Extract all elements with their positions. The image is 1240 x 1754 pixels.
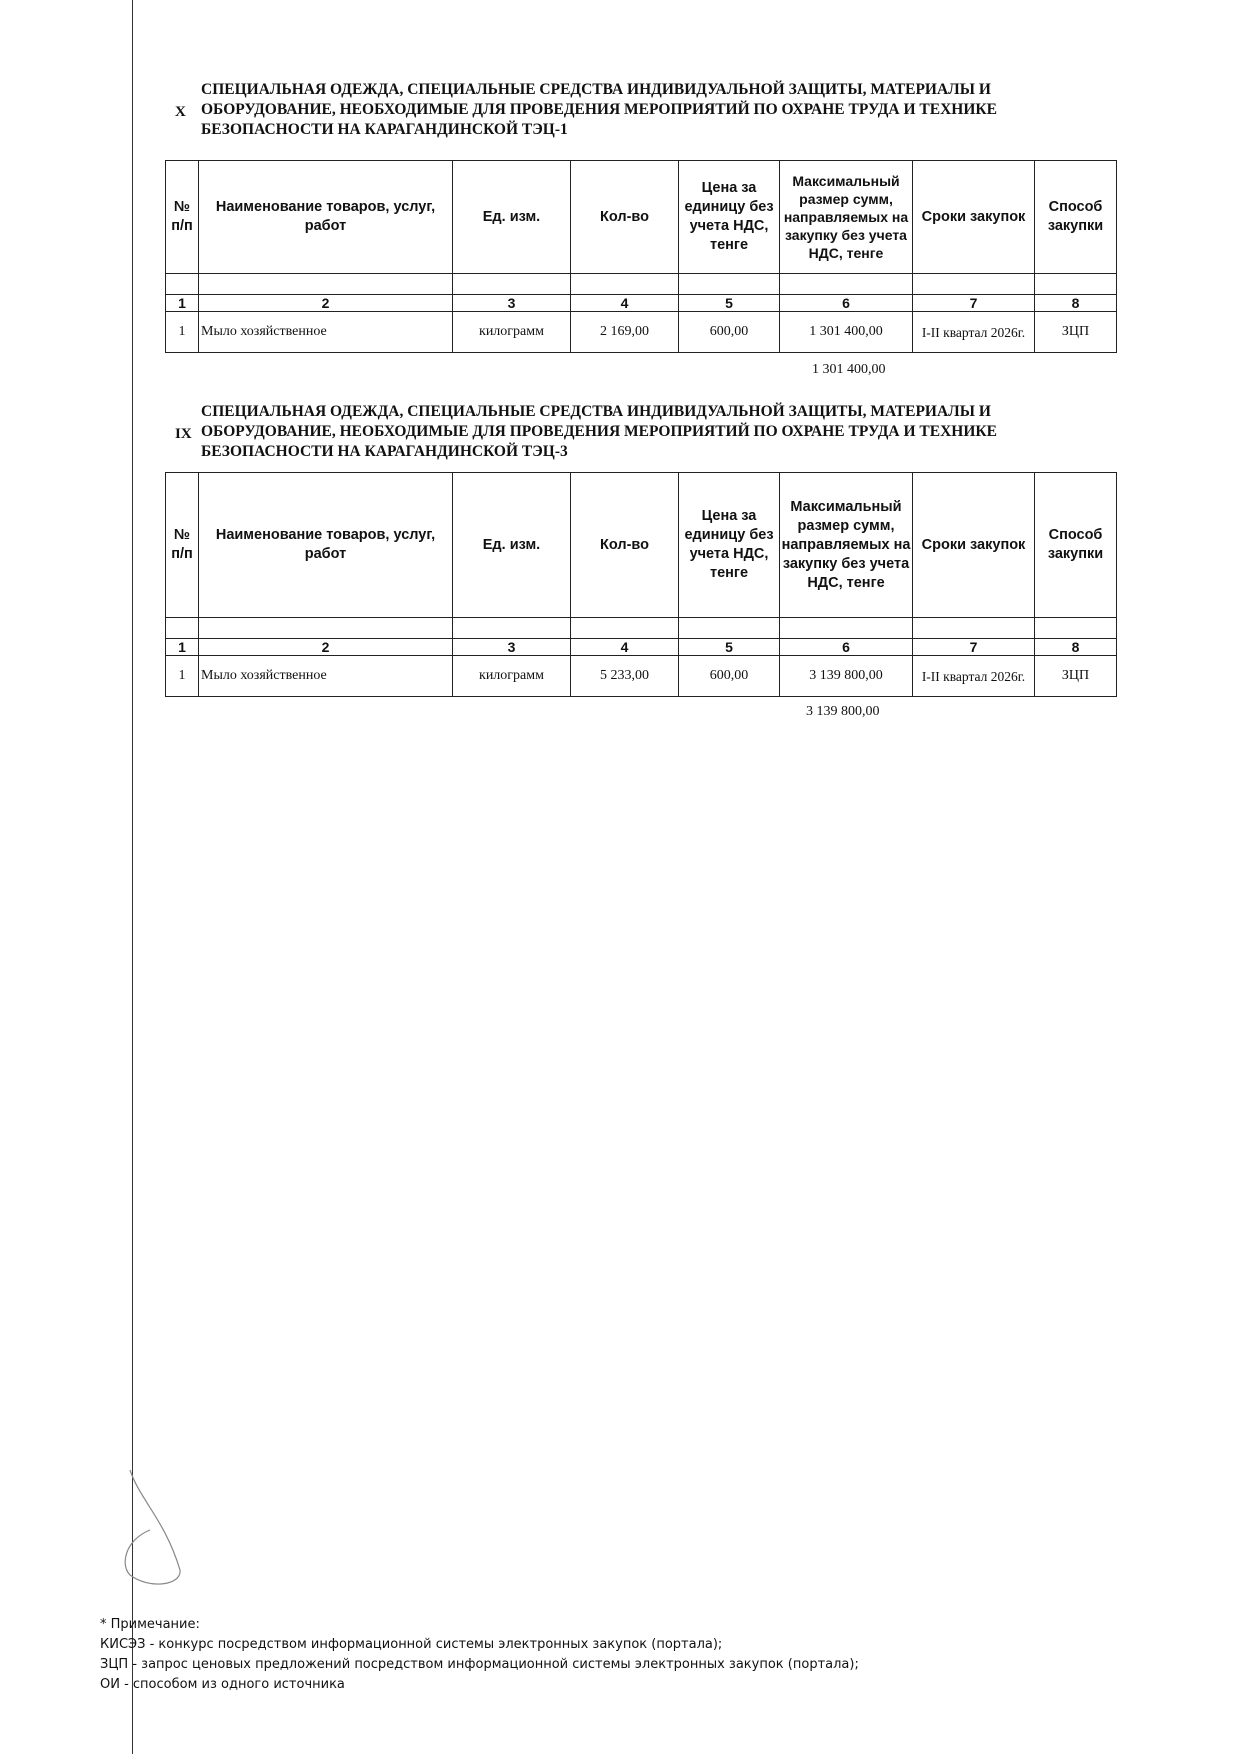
header-row bbox=[166, 161, 1117, 274]
section-number: X bbox=[175, 104, 186, 120]
footnote-line: ОИ - способом из одного источника bbox=[100, 1677, 345, 1692]
signature-mark bbox=[110, 1460, 200, 1600]
cell-name: Мыло хозяйственное bbox=[199, 656, 453, 697]
section-header bbox=[165, 80, 1025, 140]
col-num: 5 bbox=[679, 295, 780, 312]
header-unit: Ед. изм. bbox=[453, 473, 571, 618]
section-tec3 bbox=[165, 402, 1025, 462]
footnote bbox=[100, 1615, 859, 1695]
header-price: Цена за единицу без учета НДС, тенге bbox=[679, 161, 780, 274]
cell-qty: 2 169,00 bbox=[571, 312, 679, 353]
footnote-line: ЗЦП - запрос ценовых предложений посредством информационной системы электронных закупок (портала); bbox=[100, 1657, 859, 1672]
header-no: № п/п bbox=[166, 473, 199, 618]
procurement-table-tec3 bbox=[165, 472, 1117, 697]
col-num: 8 bbox=[1035, 639, 1117, 656]
cell-no: 1 bbox=[166, 656, 199, 697]
col-num: 4 bbox=[571, 639, 679, 656]
header-sum: Максимальный размер сумм, направляемых на закупку без учета НДС, тенге bbox=[780, 161, 913, 274]
header-method: Способ закупки bbox=[1035, 161, 1117, 274]
col-num: 3 bbox=[453, 295, 571, 312]
header-period: Сроки закупок bbox=[913, 473, 1035, 618]
footnote-title: * Примечание: bbox=[100, 1617, 200, 1632]
cell-sum: 3 139 800,00 bbox=[780, 656, 913, 697]
spacer-row bbox=[166, 618, 1117, 639]
cell-unit: килограмм bbox=[453, 656, 571, 697]
header-price: Цена за единицу без учета НДС, тенге bbox=[679, 473, 780, 618]
spacer-row bbox=[166, 274, 1117, 295]
header-method: Способ закупки bbox=[1035, 473, 1117, 618]
col-num: 2 bbox=[199, 639, 453, 656]
cell-method: ЗЦП bbox=[1035, 312, 1117, 353]
footnote-line: КИСЭЗ - конкурс посредством информационной системы электронных закупок (портала); bbox=[100, 1637, 723, 1652]
col-num: 2 bbox=[199, 295, 453, 312]
cell-sum: 1 301 400,00 bbox=[780, 312, 913, 353]
section-total: 3 139 800,00 bbox=[806, 704, 880, 719]
cell-no: 1 bbox=[166, 312, 199, 353]
col-num: 6 bbox=[780, 295, 913, 312]
col-num: 1 bbox=[166, 295, 199, 312]
header-name: Наименование товаров, услуг, работ bbox=[199, 161, 453, 274]
header-period: Сроки закупок bbox=[913, 161, 1035, 274]
column-number-row bbox=[166, 639, 1117, 656]
col-num: 7 bbox=[913, 639, 1035, 656]
header-sum: Максимальный размер сумм, направляемых на закупку без учета НДС, тенге bbox=[780, 473, 913, 618]
header-no: № п/п bbox=[166, 161, 199, 274]
section-header bbox=[165, 402, 1025, 462]
col-num: 1 bbox=[166, 639, 199, 656]
header-unit: Ед. изм. bbox=[453, 161, 571, 274]
header-row bbox=[166, 473, 1117, 618]
cell-qty: 5 233,00 bbox=[571, 656, 679, 697]
col-num: 5 bbox=[679, 639, 780, 656]
col-num: 3 bbox=[453, 639, 571, 656]
column-number-row bbox=[166, 295, 1117, 312]
cell-price: 600,00 bbox=[679, 312, 780, 353]
cell-unit: килограмм bbox=[453, 312, 571, 353]
table-row bbox=[166, 312, 1117, 353]
header-qty: Кол-во bbox=[571, 473, 679, 618]
cell-period: I-II квартал 2026г. bbox=[913, 656, 1035, 697]
col-num: 4 bbox=[571, 295, 679, 312]
cell-period: I-II квартал 2026г. bbox=[913, 312, 1035, 353]
section-tec1 bbox=[165, 80, 1025, 140]
cell-name: Мыло хозяйственное bbox=[199, 312, 453, 353]
section-title: СПЕЦИАЛЬНАЯ ОДЕЖДА, СПЕЦИАЛЬНЫЕ СРЕДСТВА ИНДИВИДУАЛЬНОЙ ЗАЩИТЫ, МАТЕРИАЛЫ И ОБОРУДОВАНИЕ, НЕОБХОДИМЫЕ ДЛЯ ПРОВЕДЕНИЯ МЕРОПРИЯТИЙ ПО ОХРАНЕ ТРУДА И ТЕХНИКЕ БЕЗОПАСНОСТИ НА КАРАГАНДИНСКОЙ ТЭЦ-3 bbox=[201, 403, 997, 460]
section-number: IX bbox=[175, 426, 192, 442]
procurement-table-tec1 bbox=[165, 160, 1117, 353]
col-num: 6 bbox=[780, 639, 913, 656]
section-total: 1 301 400,00 bbox=[812, 362, 886, 377]
cell-method: ЗЦП bbox=[1035, 656, 1117, 697]
cell-price: 600,00 bbox=[679, 656, 780, 697]
col-num: 8 bbox=[1035, 295, 1117, 312]
col-num: 7 bbox=[913, 295, 1035, 312]
header-name: Наименование товаров, услуг, работ bbox=[199, 473, 453, 618]
section-title: СПЕЦИАЛЬНАЯ ОДЕЖДА, СПЕЦИАЛЬНЫЕ СРЕДСТВА ИНДИВИДУАЛЬНОЙ ЗАЩИТЫ, МАТЕРИАЛЫ И ОБОРУДОВАНИЕ, НЕОБХОДИМЫЕ ДЛЯ ПРОВЕДЕНИЯ МЕРОПРИЯТИЙ ПО ОХРАНЕ ТРУДА И ТЕХНИКЕ БЕЗОПАСНОСТИ НА КАРАГАНДИНСКОЙ ТЭЦ-1 bbox=[201, 81, 997, 138]
table-row bbox=[166, 656, 1117, 697]
header-qty: Кол-во bbox=[571, 161, 679, 274]
